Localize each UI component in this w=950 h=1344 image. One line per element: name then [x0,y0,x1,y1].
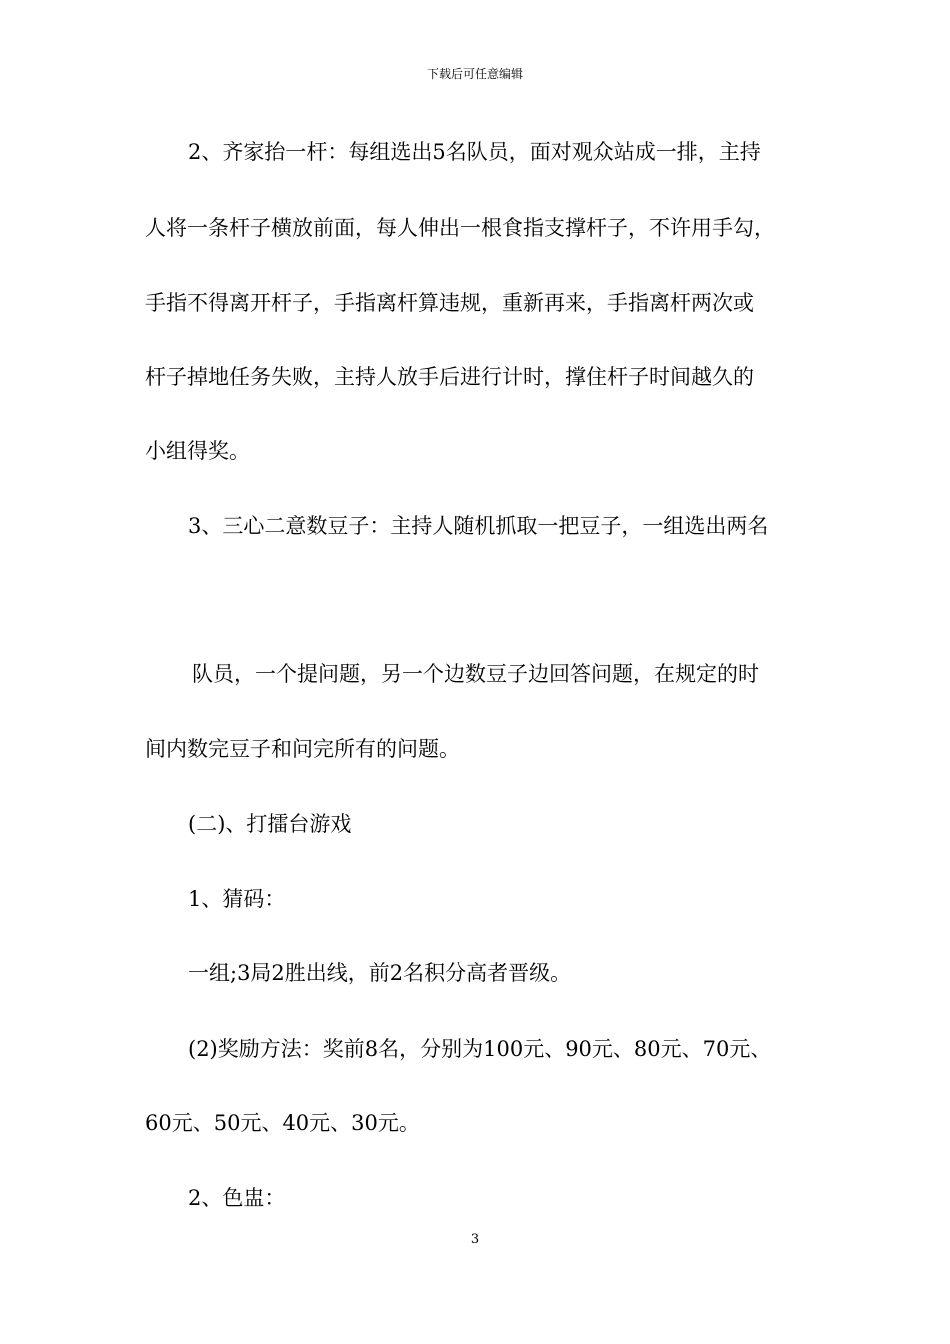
paragraph-line: 2、齐家抬一杆：每组选出5名队员，面对观众站成一排，主持 [188,140,761,164]
paragraph-line: 杆子掉地任务失败，主持人放手后进行计时，撑住杆子时间越久的 [145,365,754,389]
subsection-heading: 2、色盅： [188,1186,286,1210]
paragraph-line: 间内数完豆子和问完所有的问题。 [145,737,460,761]
page-header: 下载后可任意编辑 [426,67,523,81]
page-number: 3 [470,1232,480,1247]
paragraph-line: (2)奖励方法：奖前8名，分别为100元、90元、80元、70元、 [188,1037,772,1061]
paragraph-line: 小组得奖。 [145,439,250,463]
paragraph-line: 手指不得离开杆子，手指离杆算违规，重新再来，手指离杆两次或 [145,291,754,315]
paragraph-line: 一组;3局2胜出线，前2名积分高者晋级。 [188,961,572,985]
paragraph-line: 人将一条杆子横放前面，每人伸出一根食指支撑杆子，不许用手勾， [145,216,775,240]
paragraph-line: 60元、50元、40元、30元。 [145,1111,420,1135]
paragraph-line: 3、三心二意数豆子：主持人随机抓取一把豆子，一组选出两名 [188,514,769,538]
section-heading: (二)、打擂台游戏 [188,812,352,836]
paragraph-line: 队员，一个提问题，另一个边数豆子边回答问题，在规定的时 [192,662,759,686]
subsection-heading: 1、猜码： [188,887,286,911]
